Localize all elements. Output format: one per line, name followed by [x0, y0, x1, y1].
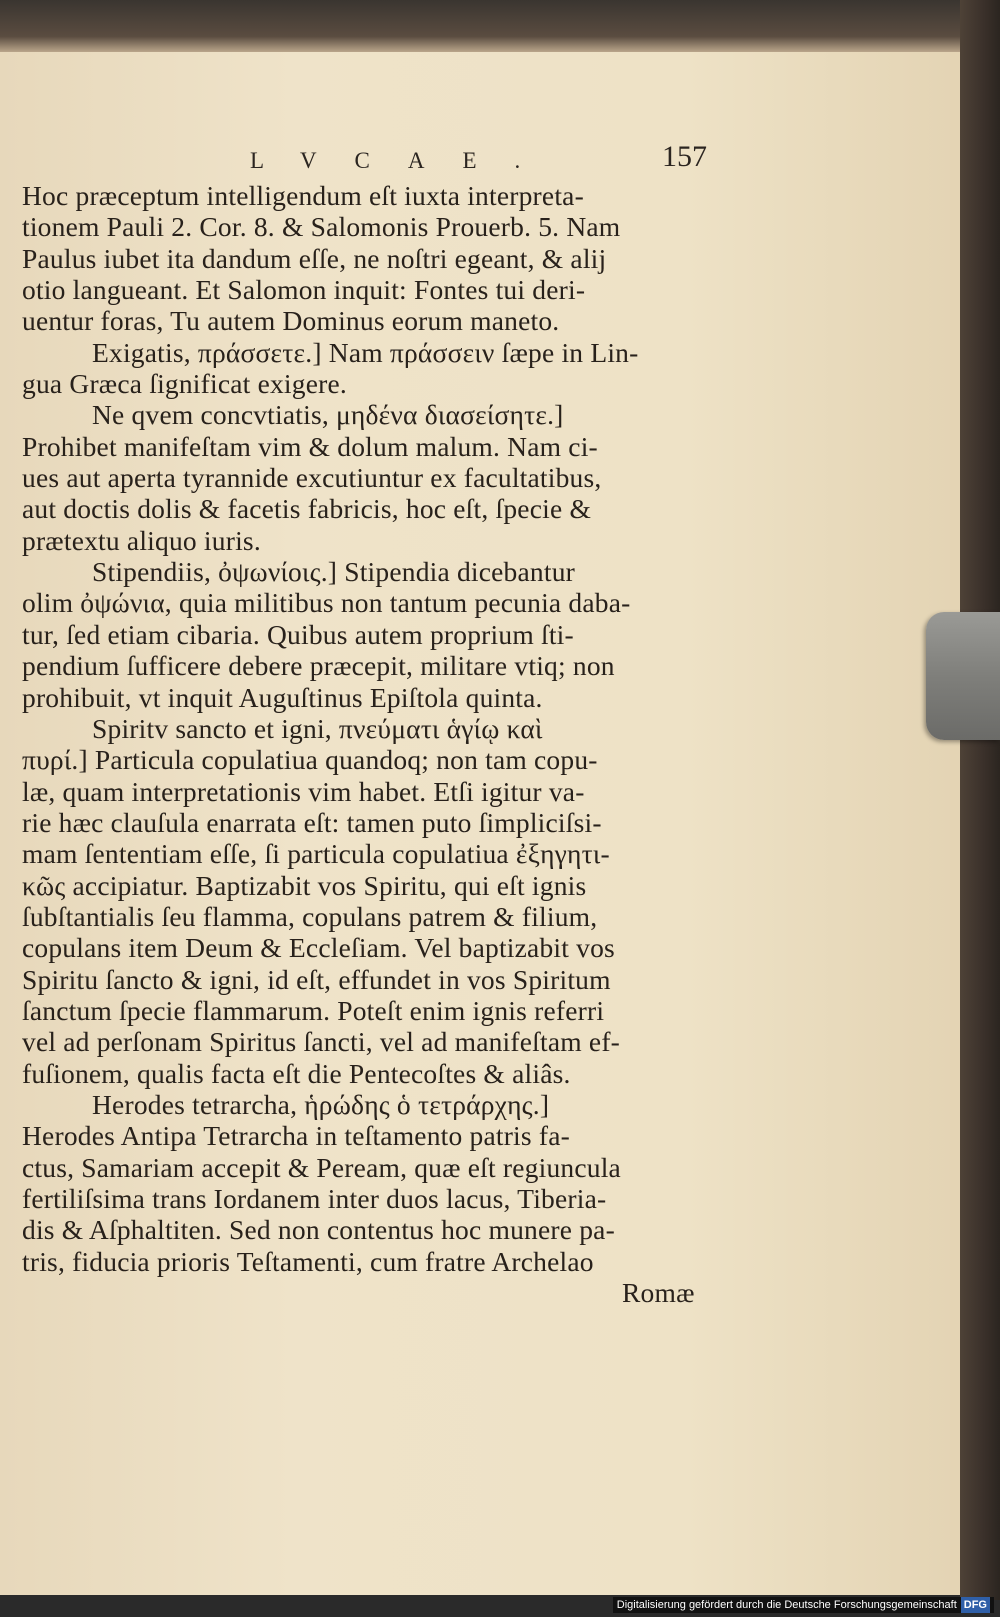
text-line: dis & Aſphaltiten. Sed non contentus hoc munere pa- [22, 1214, 615, 1246]
credit-text: Digitalisierung gefördert durch die Deutsche Forschungsgemeinschaft [616, 1599, 957, 1611]
text-line: vel ad perſonam Spiritus ſancti, vel ad manifeſtam ef- [22, 1026, 621, 1058]
dfg-logo: DFG [961, 1597, 990, 1613]
text-line: rie hæc clauſula enarrata eſt: tamen puto ſimpliciſsi- [22, 806, 602, 838]
text-line: tris, fiducia prioris Teſtamenti, cum fratre Archelao [22, 1245, 594, 1277]
text-line: Herodes Antipa Tetrarcha in teſtamento patris fa- [22, 1120, 570, 1152]
page-clip [926, 612, 1000, 740]
text-line: aut doctis dolis & facetis fabricis, hoc eſt, ſpecie & [22, 493, 592, 525]
text-line: mam ſententiam eſſe, ſi particula copulatiua ἐξηγητι- [22, 838, 610, 870]
text-line: fuſionem, qualis facta eſt die Pentecoſtes & aliâs. [22, 1057, 571, 1089]
text-line: otio langueant. Et Salomon inquit: Fontes tui deri- [22, 274, 586, 306]
text-line: ues aut aperta tyrannide excutiuntur ex facultatibus, [22, 462, 602, 494]
text-line: Herodes tetrarcha, ἡρώδης ὁ τετράρχης.] [92, 1088, 550, 1120]
text-line: ctus, Samariam accepit & Peream, quæ eſt regiuncula [22, 1151, 621, 1183]
text-line: copulans item Deum & Eccleſiam. Vel baptizabit vos [22, 932, 615, 964]
digitization-credit [613, 1597, 994, 1613]
text-line: ſanctum ſpecie flammarum. Poteſt enim ignis referri [22, 994, 605, 1026]
text-line: tionem Pauli 2. Cor. 8. & Salomonis Prouerb. 5. Nam [22, 211, 621, 243]
text-line: Spiritu ſancto & igni, id eſt, effundet in vos Spiritum [22, 963, 611, 995]
text-line: Stipendiis, ὀψωνίοις.] Stipendia dicebantur [92, 556, 576, 588]
text-line: πυρί.] Particula copulatiua quandoq; non tam copu- [22, 744, 598, 776]
running-title: LVCAE. [250, 148, 559, 173]
book-fore-edge [960, 0, 1000, 1600]
text-line: fertiliſsima trans Iordanem inter duos lacus, Tiberia- [22, 1183, 607, 1214]
text-line: Prohibet manifeſtam vim & dolum malum. Nam ci- [22, 430, 598, 462]
text-line: Romæ [622, 1277, 695, 1309]
text-line: pendium ſufficere debere præcepit, militare vtiq; non [22, 650, 615, 682]
page-top-edge [0, 0, 1000, 52]
text-line: uentur foras, Tu autem Dominus eorum maneto. [22, 305, 560, 337]
book-page [0, 40, 975, 1595]
text-line: prohibuit, vt inquit Auguſtinus Epiſtola quinta. [22, 681, 543, 713]
text-line: prætextu aliquo iuris. [22, 524, 261, 556]
text-line: Paulus iubet ita dandum eſſe, ne noſtri egeant, & alij [22, 242, 607, 274]
text-line: Ne qvem concvtiatis, μηδένα διασείσητε.] [92, 399, 564, 431]
text-line: Exigatis, πράσσετε.] Nam πράσσειν ſæpe in Lin- [92, 336, 639, 368]
text-line: Hoc præceptum intelligendum eſt iuxta interpreta- [22, 180, 584, 211]
page-number: 157 [662, 140, 707, 173]
text-line: tur, ſed etiam cibaria. Quibus autem proprium ſti- [22, 618, 574, 650]
text-line: læ, quam interpretationis vim habet. Etſi igitur va- [22, 775, 585, 807]
text-line: gua Græca ſignificat exigere. [22, 368, 347, 400]
text-line: olim ὀψώνια, quia militibus non tantum pecunia daba- [22, 587, 631, 619]
text-line: κῶς accipiatur. Baptizabit vos Spiritu, qui eſt ignis [22, 869, 587, 901]
text-line: ſubſtantialis ſeu flamma, copulans patrem & filium, [22, 900, 598, 932]
body-text [22, 180, 722, 1308]
text-line: Spiritv sancto et igni, πνεύματι ἁγίῳ καὶ [92, 712, 543, 744]
